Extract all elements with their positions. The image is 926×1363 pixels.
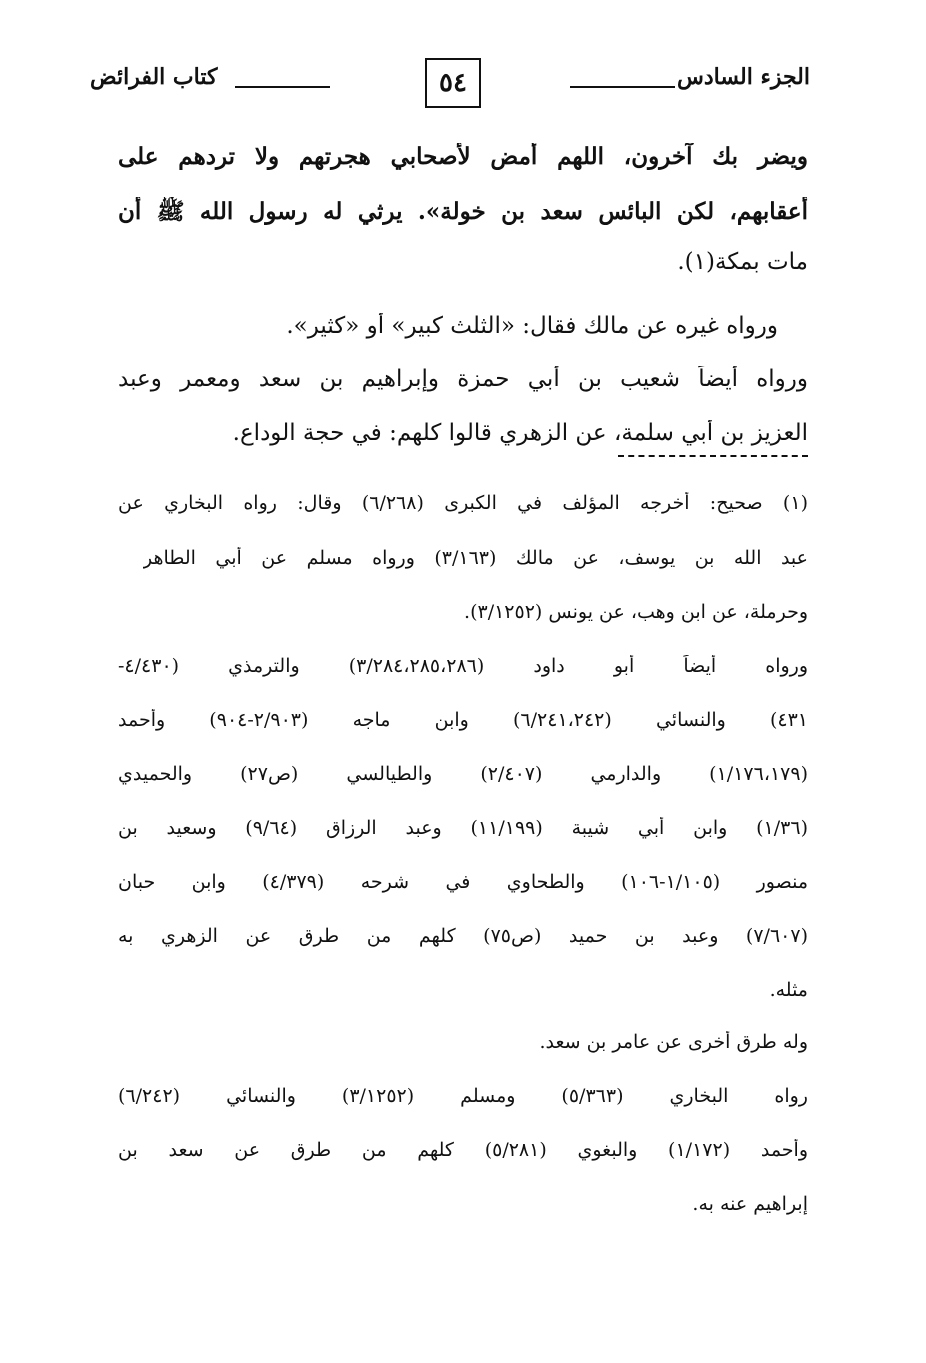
footnote-line-10: مثله.: [769, 979, 808, 1001]
body-line-4: ورواه غيره عن مالك فقال: «الثلث كبير» أو «كثير».: [286, 313, 778, 339]
footnote-line-9: (٧/٦٠٧) وعبد بن حميد (ص٧٥) كلهم من طرق عن الزهري به: [118, 925, 808, 947]
volume-title: الجزء السادس: [677, 64, 810, 90]
dashed-underline: [618, 455, 808, 457]
footnote-line-5: ٤٣١) والنسائي (٦/٢٤١،٢٤٢) وابن ماجه (٢/٩٠٣-٩٠٤) وأحمد: [118, 709, 808, 731]
footnote-line-7: (١/٣٦) وابن أبي شيبة (١١/١٩٩) وعبد الرزاق (٩/٦٤) وسعيد بن: [118, 817, 808, 839]
footnote-line-13: وأحمد (١/١٧٢) والبغوي (٥/٢٨١) كلهم من طرق عن سعد بن: [118, 1139, 808, 1161]
body-line-2: أعقابهم، لكن البائس سعد بن خولة». يرثي له رسول الله ﷺ أن: [118, 198, 808, 225]
header-rule-right: [570, 86, 675, 88]
body-line-5: ورواه أيضاً شعيب بن أبي حمزة وإبراهيم بن سعد ومعمر وعبد: [118, 366, 808, 392]
footnote-line-12: رواه البخاري (٥/٣٦٣) ومسلم (٣/١٢٥٢) والنسائي (٦/٢٤٢): [118, 1085, 808, 1107]
chapter-title: كتاب الفرائض: [90, 64, 218, 90]
page-number: ٥٤: [425, 58, 481, 108]
body-line-6: العزيز بن أبي سلمة، عن الزهري قالوا كلهم: في حجة الوداع.: [232, 420, 808, 446]
footnote-line-6: (١/١٧٦،١٧٩) والدارمي (٢/٤٠٧) والطيالسي (ص٢٧) والحميدي: [118, 763, 808, 785]
footnote-line-2: عبد الله بن يوسف، عن مالك (٣/١٦٣) ورواه مسلم عن أبي الطاهر: [143, 547, 808, 569]
footnote-line-4: ورواه أيضاً أبو داود (٣/٢٨٤،٢٨٥،٢٨٦) والترمذي (٤/٤٣٠-: [118, 655, 808, 677]
running-header: [90, 50, 810, 110]
footnote-line-14: إبراهيم عنه به.: [692, 1193, 808, 1215]
footnote-line-3: وحرملة، عن ابن وهب، عن يونس (٣/١٢٥٢).: [464, 601, 808, 623]
body-line-3: مات بمكة(١).: [677, 249, 808, 275]
footnote-line-1: (١) صحيح: أخرجه المؤلف في الكبرى (٦/٢٦٨) وقال: رواه البخاري عن: [118, 492, 808, 514]
footnote-line-11: وله طرق أخرى عن عامر بن سعد.: [539, 1031, 808, 1053]
footnote-line-8: منصور (١/١٠٥-١٠٦) والطحاوي في شرحه (٤/٣٧٩) وابن حبان: [118, 871, 808, 893]
body-line-1: ويضر بك آخرون، اللهم أمض لأصحابي هجرتهم ولا تردهم على: [118, 143, 808, 170]
header-rule-left: [235, 86, 330, 88]
